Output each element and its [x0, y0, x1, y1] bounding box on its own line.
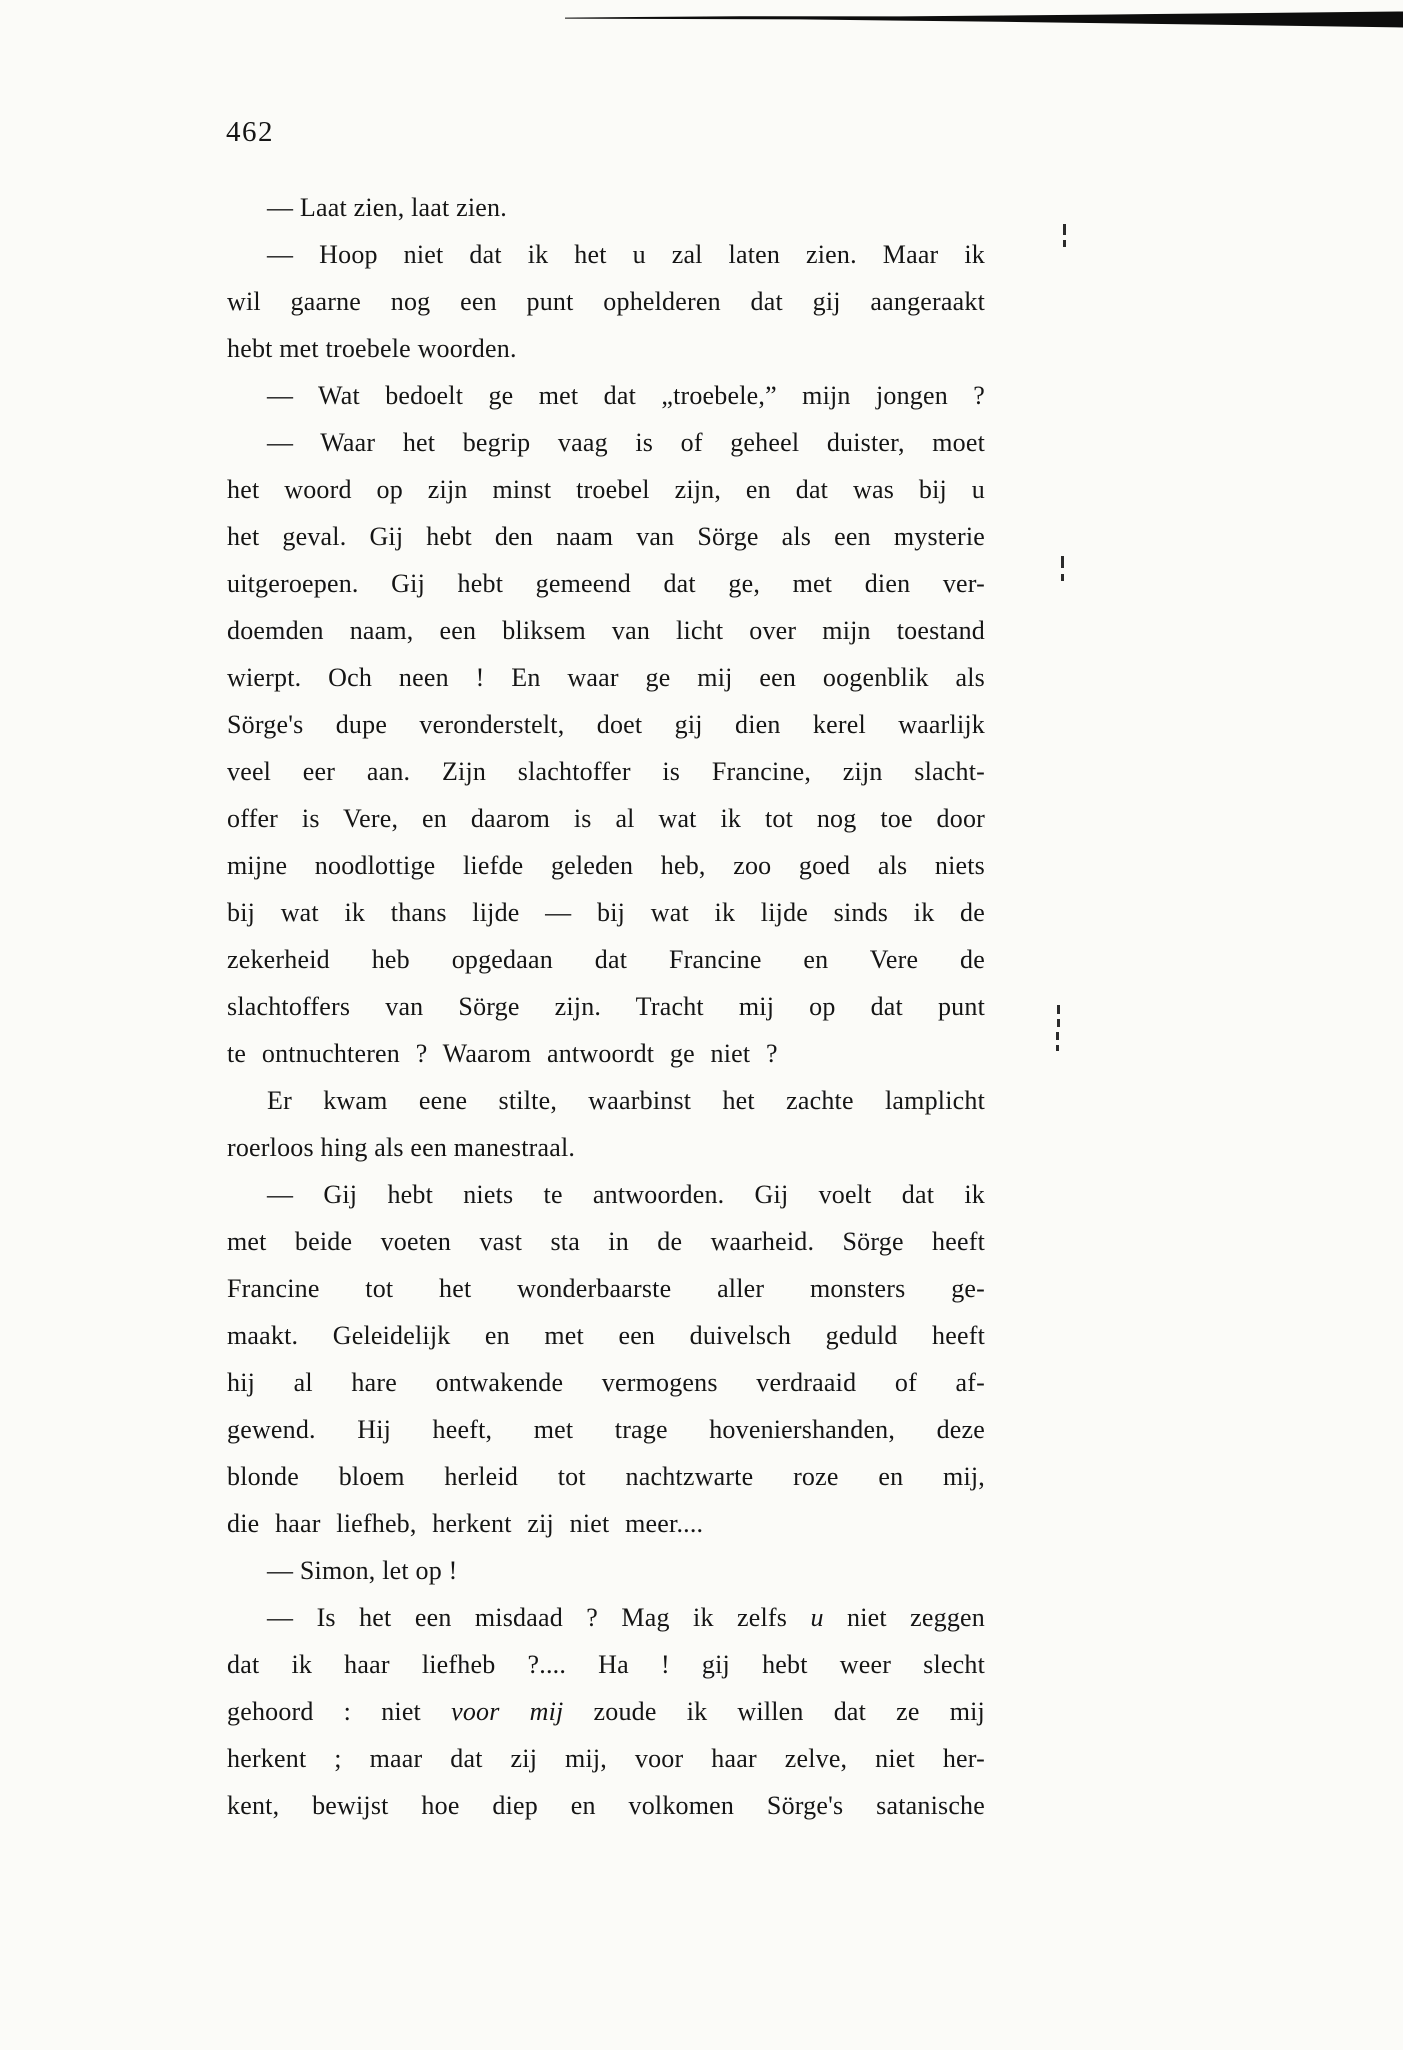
- text-segment: slachtoffers van Sörge zijn. Tracht mij op dat punt: [227, 992, 985, 1021]
- text-segment: wierpt. Och neen ! En waar ge mij een oogenblik als: [227, 663, 985, 692]
- text-segment: hij al hare ontwakende vermogens verdraaid of af-: [227, 1368, 985, 1397]
- text-segment: doemden naam, een bliksem van licht over mijn toestand: [227, 616, 985, 645]
- text-line: [227, 231, 985, 278]
- text-segment: veel eer aan. Zijn slachtoffer is Francine, zijn slacht-: [227, 757, 985, 786]
- italic-text-segment: u: [810, 1603, 824, 1632]
- text-line: [227, 1500, 985, 1547]
- text-line: [227, 419, 985, 466]
- text-segment: mijne noodlottige liefde geleden heb, zoo goed als niets: [227, 851, 985, 880]
- text-line: [227, 983, 985, 1030]
- text-segment: Francine tot het wonderbaarste aller monsters ge-: [227, 1274, 985, 1303]
- margin-speck-icon: [1056, 1032, 1059, 1040]
- text-segment: — Is het een misdaad ? Mag ik zelfs: [267, 1603, 811, 1632]
- text-line: [227, 1782, 985, 1829]
- text-segment: gehoord : niet: [227, 1697, 452, 1726]
- text-segment: blonde bloem herleid tot nachtzwarte roze en mij,: [227, 1462, 985, 1491]
- text-segment: — Hoop niet dat ik het u zal laten zien. Maar ik: [267, 240, 985, 269]
- text-segment: gewend. Hij heeft, met trage hoveniershanden, deze: [227, 1415, 985, 1444]
- margin-speck-icon: [1056, 1045, 1059, 1051]
- margin-speck-icon: [1061, 556, 1064, 568]
- text-segment: — Simon, let op !: [267, 1556, 458, 1585]
- margin-speck-icon: [1063, 224, 1066, 235]
- text-line: [227, 560, 985, 607]
- text-segment: zekerheid heb opgedaan dat Francine en Vere de: [227, 945, 985, 974]
- text-segment: te ontnuchteren ? Waarom antwoordt ge niet ?: [227, 1039, 778, 1068]
- text-line: [227, 936, 985, 983]
- text-line: [227, 1077, 985, 1124]
- text-segment: wil gaarne nog een punt ophelderen dat gij aangeraakt: [227, 287, 985, 316]
- text-segment: bij wat ik thans lijde — bij wat ik lijde sinds ik de: [227, 898, 985, 927]
- text-line: [227, 842, 985, 889]
- text-segment: — Gij hebt niets te antwoorden. Gij voelt dat ik: [267, 1180, 985, 1209]
- text-line: [227, 795, 985, 842]
- text-line: [227, 607, 985, 654]
- text-line: [227, 1124, 985, 1171]
- text-line: [227, 1641, 985, 1688]
- text-segment: uitgeroepen. Gij hebt gemeend dat ge, met dien ver-: [227, 569, 985, 598]
- text-line: [227, 1547, 985, 1594]
- text-line: [227, 466, 985, 513]
- text-line: [227, 278, 985, 325]
- text-line: [227, 654, 985, 701]
- text-line: [227, 1030, 985, 1077]
- text-line: [227, 748, 985, 795]
- text-segment: met beide voeten vast sta in de waarheid. Sörge heeft: [227, 1227, 985, 1256]
- text-line: [227, 325, 985, 372]
- text-line: [227, 1218, 985, 1265]
- margin-speck-icon: [1057, 1019, 1060, 1027]
- text-segment: — Laat zien, laat zien.: [267, 193, 507, 222]
- text-segment: maakt. Geleidelijk en met een duivelsch geduld heeft: [227, 1321, 985, 1350]
- text-line: [227, 1594, 985, 1641]
- text-segment: — Waar het begrip vaag is of geheel duister, moet: [267, 428, 985, 457]
- top-edge-scan-artifact: [0, 0, 1403, 42]
- text-segment: het geval. Gij hebt den naam van Sörge als een mysterie: [227, 522, 985, 551]
- text-block: [227, 184, 985, 1829]
- text-line: [227, 889, 985, 936]
- text-segment: die haar liefheb, herkent zij niet meer....: [227, 1509, 704, 1538]
- text-line: [227, 1312, 985, 1359]
- text-segment: hebt met troebele woorden.: [227, 334, 517, 363]
- text-line: [227, 1359, 985, 1406]
- text-line: [227, 1171, 985, 1218]
- text-line: [227, 372, 985, 419]
- margin-speck-icon: [1061, 574, 1064, 581]
- text-line: [227, 1453, 985, 1500]
- margin-speck-icon: [1063, 240, 1066, 247]
- text-line: [227, 1406, 985, 1453]
- text-segment: het woord op zijn minst troebel zijn, en dat was bij u: [227, 475, 985, 504]
- text-line: [227, 513, 985, 560]
- text-segment: roerloos hing als een manestraal.: [227, 1133, 576, 1162]
- page-number: 462: [226, 116, 274, 148]
- text-segment: Sörge's dupe veronderstelt, doet gij dien kerel waarlijk: [227, 710, 985, 739]
- text-segment: offer is Vere, en daarom is al wat ik tot nog toe door: [227, 804, 985, 833]
- italic-text-segment: voor mij: [451, 1697, 564, 1726]
- text-segment: Er kwam eene stilte, waarbinst het zachte lamplicht: [267, 1086, 985, 1115]
- text-line: [227, 701, 985, 748]
- text-segment: herkent ; maar dat zij mij, voor haar zelve, niet her-: [227, 1744, 985, 1773]
- text-segment: kent, bewijst hoe diep en volkomen Sörge's satanische: [227, 1791, 985, 1820]
- text-segment: dat ik haar liefheb ?.... Ha ! gij hebt weer slecht: [227, 1650, 985, 1679]
- text-line: [227, 1735, 985, 1782]
- text-segment: — Wat bedoelt ge met dat „troebele,” mijn jongen ?: [267, 381, 985, 410]
- text-line: [227, 1688, 985, 1735]
- text-segment: niet zeggen: [823, 1603, 985, 1632]
- margin-speck-icon: [1057, 1005, 1060, 1014]
- text-line: [227, 1265, 985, 1312]
- text-line: [227, 184, 985, 231]
- text-segment: zoude ik willen dat ze mij: [563, 1697, 985, 1726]
